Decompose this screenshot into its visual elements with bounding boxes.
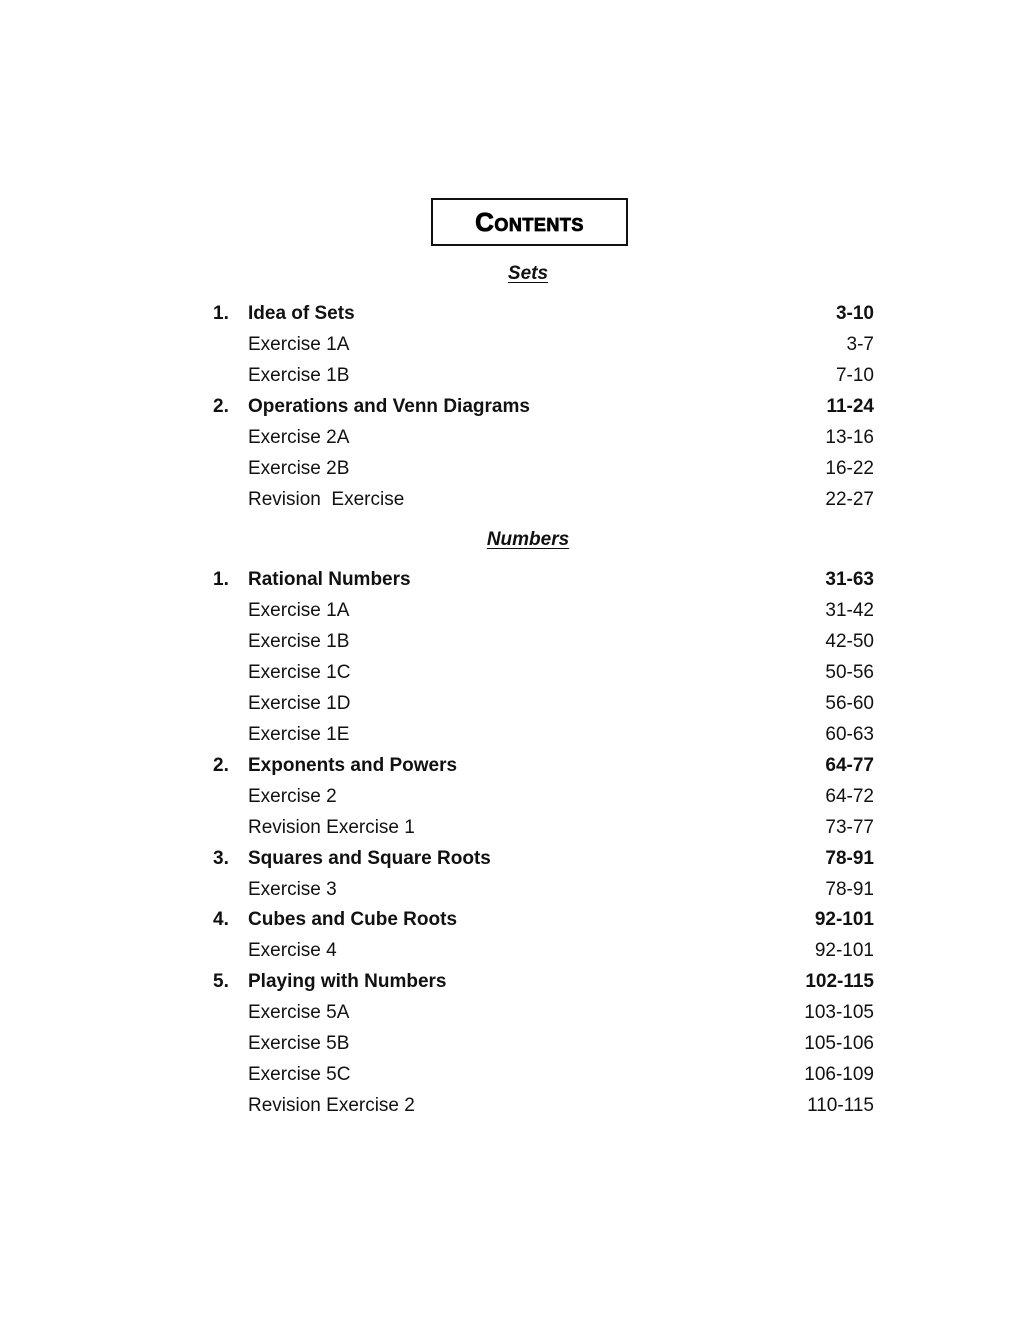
page-range: 92-101 — [814, 909, 874, 931]
chapter-title: Cubes and Cube Roots — [248, 909, 458, 931]
toc-exercise-row — [0, 693, 1020, 721]
chapter-title: Playing with Numbers — [248, 971, 447, 993]
toc-exercise-row — [0, 662, 1020, 690]
exercise-title: Exercise 4 — [248, 940, 337, 962]
page-range: 16-22 — [825, 457, 874, 479]
page-range: 92-101 — [814, 940, 874, 962]
chapter-title: Exponents and Powers — [248, 754, 458, 776]
page-range: 78-91 — [825, 847, 874, 869]
toc-exercise-row — [0, 879, 1020, 907]
page-range: 11-24 — [826, 395, 874, 417]
toc-exercise-row — [0, 1064, 1020, 1092]
chapter-number: 1. — [213, 569, 229, 590]
exercise-title: Exercise 5A — [248, 1002, 350, 1024]
page-range: 64-72 — [825, 785, 874, 807]
chapter-title: Operations and Venn Diagrams — [248, 395, 530, 417]
toc-chapter-row — [0, 396, 1020, 424]
exercise-title: Exercise 5C — [248, 1064, 351, 1086]
chapter-number: 2. — [213, 395, 229, 417]
exercise-title: Exercise 5B — [248, 1033, 350, 1055]
exercise-title: Exercise 2A — [248, 426, 350, 448]
toc-exercise-row — [0, 458, 1020, 486]
toc-chapter-row — [0, 755, 1020, 783]
page-range: 73-77 — [825, 816, 874, 838]
page-range: 105-106 — [804, 1033, 874, 1055]
exercise-title: Exercise 1B — [248, 630, 350, 652]
page-range: 42-50 — [825, 630, 874, 652]
toc-exercise-row — [0, 724, 1020, 752]
page-range: 106-109 — [804, 1064, 874, 1086]
toc-exercise-row — [0, 631, 1020, 659]
chapter-number: 1. — [213, 303, 229, 324]
exercise-title: Exercise 3 — [248, 878, 337, 900]
toc-exercise-row — [0, 365, 1020, 393]
exercise-title: Exercise 1A — [248, 333, 350, 355]
page-range: 7-10 — [835, 364, 874, 386]
toc-exercise-row — [0, 786, 1020, 814]
toc-exercise-row — [0, 1095, 1020, 1123]
exercise-title: Exercise 2B — [248, 457, 350, 479]
chapter-number: 5. — [213, 971, 229, 993]
page-range: 78-91 — [825, 878, 874, 900]
exercise-title: Revision Exercise 1 — [248, 816, 415, 838]
page-range: 64-77 — [825, 754, 874, 776]
exercise-title: Exercise 1C — [248, 661, 351, 683]
exercise-title: Exercise 1B — [248, 364, 350, 386]
exercise-title: Exercise 2 — [248, 785, 337, 807]
exercise-title: Exercise 1A — [248, 599, 350, 621]
page-range: 110-115 — [807, 1095, 874, 1117]
page-range: 56-60 — [825, 692, 874, 714]
section-heading-numbers: Numbers — [486, 529, 570, 550]
exercise-title: Revision Exercise — [248, 488, 405, 510]
toc-exercise-row — [0, 817, 1020, 845]
toc-chapter-row — [0, 971, 1020, 999]
chapter-number: 3. — [213, 847, 229, 869]
toc-exercise-row — [0, 1002, 1020, 1030]
chapter-title: Idea of Sets — [248, 303, 355, 324]
page-range: 3-10 — [835, 303, 874, 324]
toc-exercise-row — [0, 940, 1020, 968]
chapter-title: Squares and Square Roots — [248, 847, 491, 869]
page-range: 102-115 — [805, 971, 874, 993]
page-range: 50-56 — [825, 661, 874, 683]
exercise-title: Exercise 1E — [248, 723, 350, 745]
toc-chapter-row — [0, 909, 1020, 937]
page-title: Contents — [475, 206, 584, 237]
page-range: 31-63 — [825, 569, 874, 590]
exercise-title: Revision Exercise 2 — [248, 1095, 415, 1117]
page-range: 22-27 — [825, 488, 874, 510]
page-range: 103-105 — [804, 1002, 874, 1024]
page-range: 60-63 — [825, 723, 874, 745]
toc-chapter-row — [0, 569, 1020, 597]
chapter-number: 4. — [213, 909, 229, 931]
page-range: 13-16 — [825, 426, 874, 448]
toc-exercise-row — [0, 334, 1020, 362]
page-range: 31-42 — [825, 599, 874, 621]
toc-exercise-row — [0, 427, 1020, 455]
toc-exercise-row — [0, 1033, 1020, 1061]
contents-title-box — [431, 198, 628, 246]
toc-exercise-row — [0, 489, 1020, 517]
toc-chapter-row — [0, 303, 1020, 331]
section-heading-sets: Sets — [507, 263, 549, 284]
chapter-number: 2. — [213, 754, 229, 776]
toc-chapter-row — [0, 848, 1020, 876]
page-range: 3-7 — [846, 333, 874, 355]
chapter-title: Rational Numbers — [248, 569, 411, 590]
toc-exercise-row — [0, 600, 1020, 628]
exercise-title: Exercise 1D — [248, 692, 351, 714]
